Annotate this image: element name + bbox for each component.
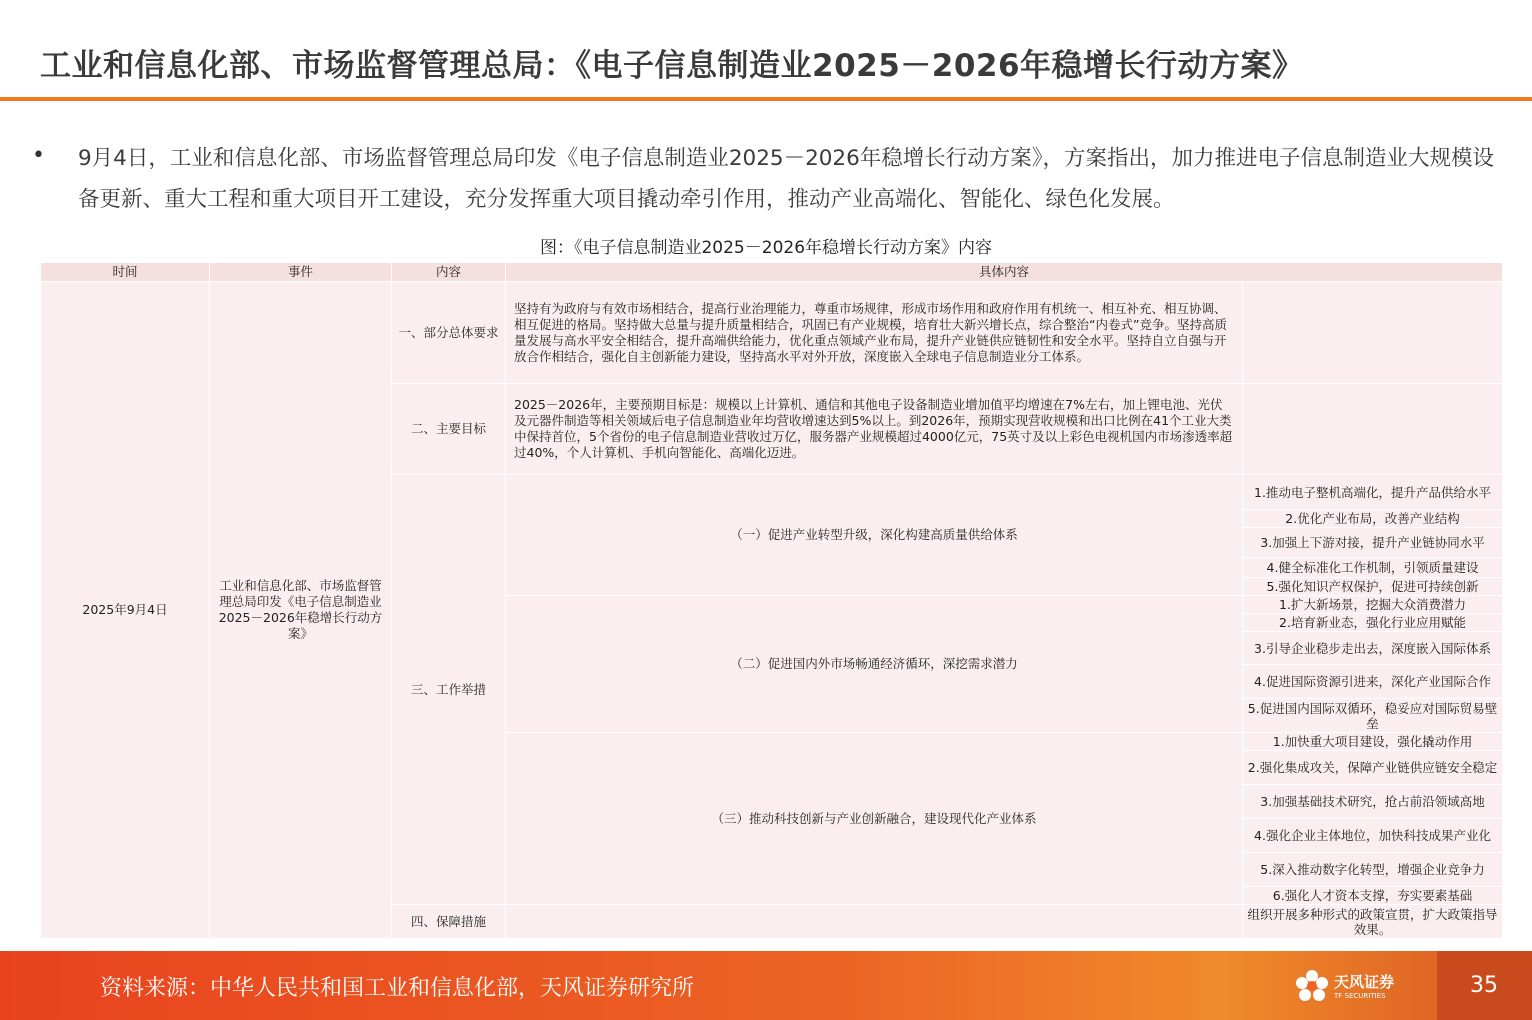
list-item: 2.培育新业态，强化行业应用赋能 (1243, 614, 1503, 632)
list-item: 3.加强上下游对接，提升产业链协同水平 (1243, 528, 1503, 558)
group-title: （二）促进国内外市场畅通经济循环，深挖需求潜力 (506, 596, 1243, 733)
header-event: 事件 (210, 263, 392, 282)
list-item: 3.引导企业稳步走出去，深度嵌入国际体系 (1243, 632, 1503, 665)
table-row (41, 282, 1503, 384)
section-text: 组织开展多种形式的政策宣贯，扩大政策指导效果。 (1243, 905, 1503, 939)
group-title: （一）促进产业转型升级，深化构建高质量供给体系 (506, 475, 1243, 596)
section-label: 一、部分总体要求 (392, 282, 506, 384)
list-item: 4.健全标准化工作机制，引领质量建设 (1243, 558, 1503, 578)
list-item: 5.促进国内国际双循环，稳妥应对国际贸易壁垒 (1243, 699, 1503, 733)
logo-subtext: TF SECURITIES (1334, 992, 1386, 1000)
table-header-row (41, 263, 1503, 282)
header-time: 时间 (41, 263, 210, 282)
action-plan-table (40, 262, 1503, 939)
page-title: 工业和信息化部、市场监督管理总局：《电子信息制造业2025－2026年稳增长行动方案》 (40, 48, 1304, 84)
section-label: 二、主要目标 (392, 384, 506, 475)
summary-paragraph: 9月4日，工业和信息化部、市场监督管理总局印发《电子信息制造业2025－2026年稳增长行动方案》，方案指出，加力推进电子信息制造业大规模设备更新、重大工程和重大项目开工建设，充分发挥重大项目撬动牵引作用，推动产业高端化、智能化、绿色化发展。 (78, 146, 1495, 212)
empty-cell (1243, 384, 1503, 475)
list-item: 1.扩大新场景，挖掘大众消费潜力 (1243, 596, 1503, 614)
list-item: 6.强化人才资本支撑，夯实要素基础 (1243, 887, 1503, 905)
section-label: 四、保障措施 (392, 905, 506, 939)
header-detail: 具体内容 (506, 263, 1503, 282)
list-item: 2.优化产业布局，改善产业结构 (1243, 510, 1503, 528)
empty-cell (1243, 282, 1503, 384)
tf-securities-logo (1292, 967, 1402, 1007)
date-cell: 2025年9月4日 (41, 282, 210, 939)
logo-text: 天风证券 (1334, 973, 1395, 991)
section-text: 坚持有为政府与有效市场相结合，提高行业治理能力，尊重市场规律，形成市场作用和政府作用有机统一、相互补充、相互协调、相互促进的格局。坚持做大总量与提升质量相结合，巩固已有产业规模，培育壮大新兴增长点，综合整治“内卷式”竞争。坚持高质量发展与高水平安全相结合，提升高端供给能力，优化重点领域产业布局，提升产业链供应链韧性和安全水平。坚持自立自强与开放合作相结合，强化自主创新能力建设，坚持高水平对外开放，深度嵌入全球电子信息制造业分工体系。 (506, 282, 1243, 384)
title-divider (0, 97, 1532, 101)
list-item: 2.强化集成攻关，保障产业链供应链安全稳定 (1243, 751, 1503, 785)
group-title: （三）推动科技创新与产业创新融合，建设现代化产业体系 (506, 733, 1243, 905)
footer-bar (0, 951, 1532, 1020)
flower-logo-icon (1292, 967, 1332, 1007)
list-item: 5.强化知识产权保护，促进可持续创新 (1243, 578, 1503, 596)
list-item: 1.推动电子整机高端化，提升产品供给水平 (1243, 475, 1503, 510)
source-note: 资料来源：中华人民共和国工业和信息化部，天风证券研究所 (100, 976, 695, 1001)
figure-caption: 图：《电子信息制造业2025－2026年稳增长行动方案》内容 (539, 238, 993, 258)
section-label: 三、工作举措 (392, 475, 506, 905)
list-item: 5.深入推动数字化转型，增强企业竞争力 (1243, 853, 1503, 887)
empty-cell (506, 905, 1243, 939)
header-content: 内容 (392, 263, 506, 282)
list-item: 3.加强基础技术研究，抢占前沿领域高地 (1243, 785, 1503, 819)
list-item: 4.强化企业主体地位，加快科技成果产业化 (1243, 819, 1503, 853)
event-cell: 工业和信息化部、市场监督管理总局印发《电子信息制造业2025－2026年稳增长行动方案》 (210, 282, 392, 939)
list-item: 1.加快重大项目建设，强化撬动作用 (1243, 733, 1503, 751)
page-number: 35 (1470, 973, 1498, 998)
section-text: 2025－2026年，主要预期目标是：规模以上计算机、通信和其他电子设备制造业增加值平均增速在7%左右，加上锂电池、光伏及元器件制造等相关领域后电子信息制造业年均营收增速达到5%以上。到2026年，预期实现营收规模和出口比例在41个工业大类中保持首位，5个省份的电子信息制造业营收过万亿，服务器产业规模超过4000亿元，75英寸及以上彩色电视机国内市场渗透率超过40%，个人计算机、手机向智能化、高端化迈进。 (506, 384, 1243, 475)
list-item: 4.促进国际资源引进来，深化产业国际合作 (1243, 665, 1503, 699)
bullet-marker: • (32, 143, 45, 168)
